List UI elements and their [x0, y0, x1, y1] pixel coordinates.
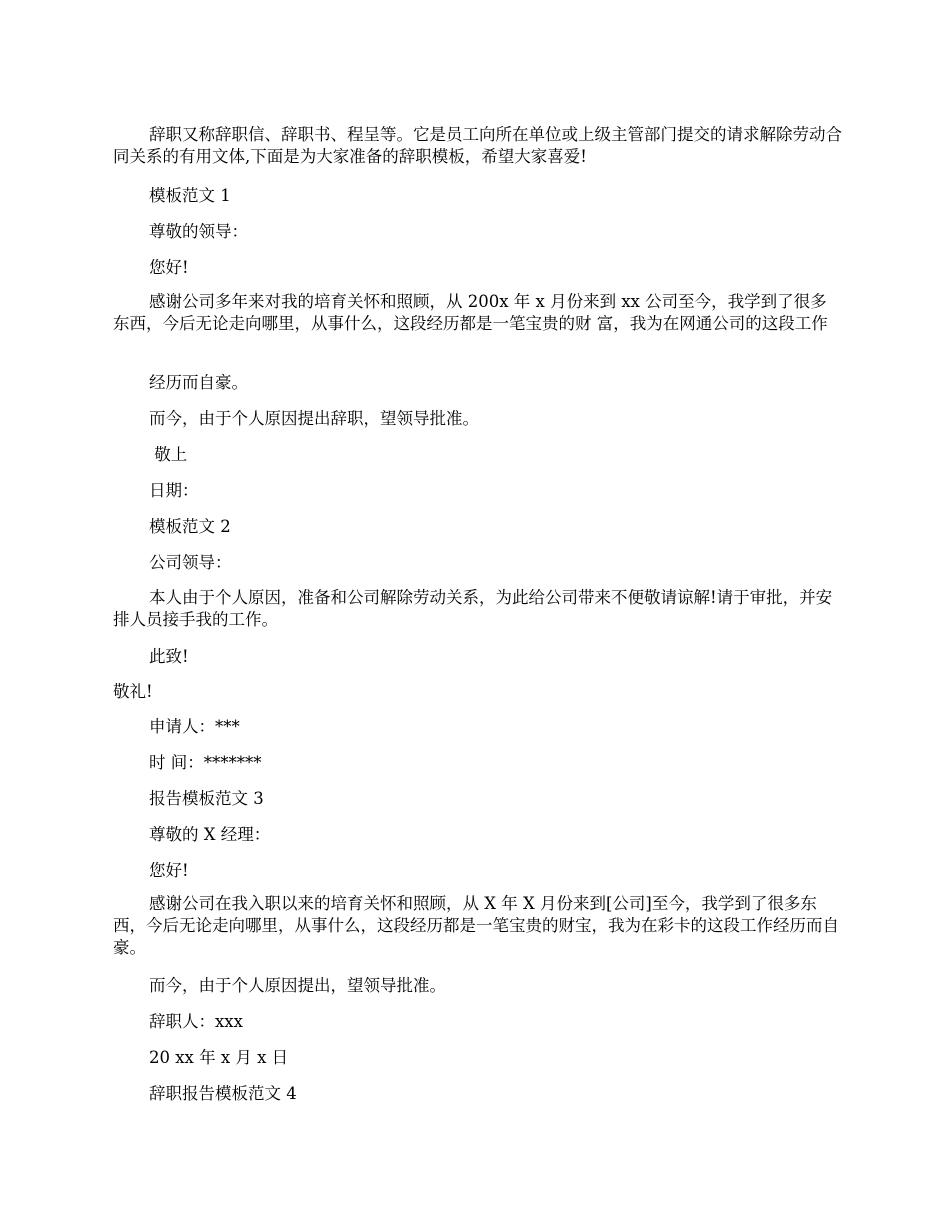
template-3-greeting: 您好!	[149, 861, 189, 880]
template-1-date: 日期：	[149, 481, 199, 500]
template-2-body: 本人由于个人原因，准备和公司解除劳动关系，为此给公司带来不便敬请谅解!请于审批，并安排人员接手我的工作。	[113, 588, 833, 629]
template-2-time: 时 间：*******	[149, 753, 262, 772]
template-3-reason: 而今，由于个人原因提出，望领导批准。	[149, 976, 446, 995]
template-1-body-continued: 经历而自豪。	[149, 373, 248, 392]
template-2-title: 模板范文 2	[149, 517, 231, 536]
template-1-title: 模板范文 1	[149, 186, 231, 205]
template-2-closing-2: 敬礼!	[113, 682, 153, 701]
template-1-salutation: 尊敬的领导：	[149, 222, 248, 241]
intro-paragraph: 辞职又称辞职信、辞职书、程呈等。它是员工向所在单位或上级主管部门提交的请求解除劳动合同关系的有用文体,下面是为大家准备的辞职模板，希望大家喜爱!	[113, 125, 842, 166]
template-1-closing: 敬上	[149, 445, 188, 464]
template-4-title: 辞职报告模板范文 4	[149, 1084, 297, 1103]
template-1-reason: 而今，由于个人原因提出辞职，望领导批准。	[149, 409, 479, 428]
template-2-salutation: 公司领导：	[149, 553, 232, 572]
template-3-title: 报告模板范文 3	[149, 789, 264, 808]
template-1-greeting: 您好!	[149, 258, 189, 277]
template-3-date: 20 xx 年 x 月 x 日	[149, 1048, 289, 1067]
template-3-body: 感谢公司在我入职以来的培育关怀和照顾，从 X 年 X 月份来到[公司]至今，我学到了很多东西，今后无论走向哪里，从事什么，这段经历都是一笔宝贵的财宝，我为在彩卡的这段工作经历而自豪。	[113, 894, 839, 957]
template-2-closing-1: 此致!	[149, 647, 189, 666]
template-2-applicant: 申请人：***	[149, 717, 240, 736]
template-3-salutation: 尊敬的 X 经理：	[149, 825, 271, 844]
template-1-body: 感谢公司多年来对我的培育关怀和照顾，从 200x 年 x 月份来到 xx 公司至今，我学到了很多东西，今后无论走向哪里，从事什么，这段经历都是一笔宝贵的财 富，我为在网通公司的这段工作	[113, 292, 828, 333]
template-3-signer: 辞职人：xxx	[149, 1012, 243, 1031]
